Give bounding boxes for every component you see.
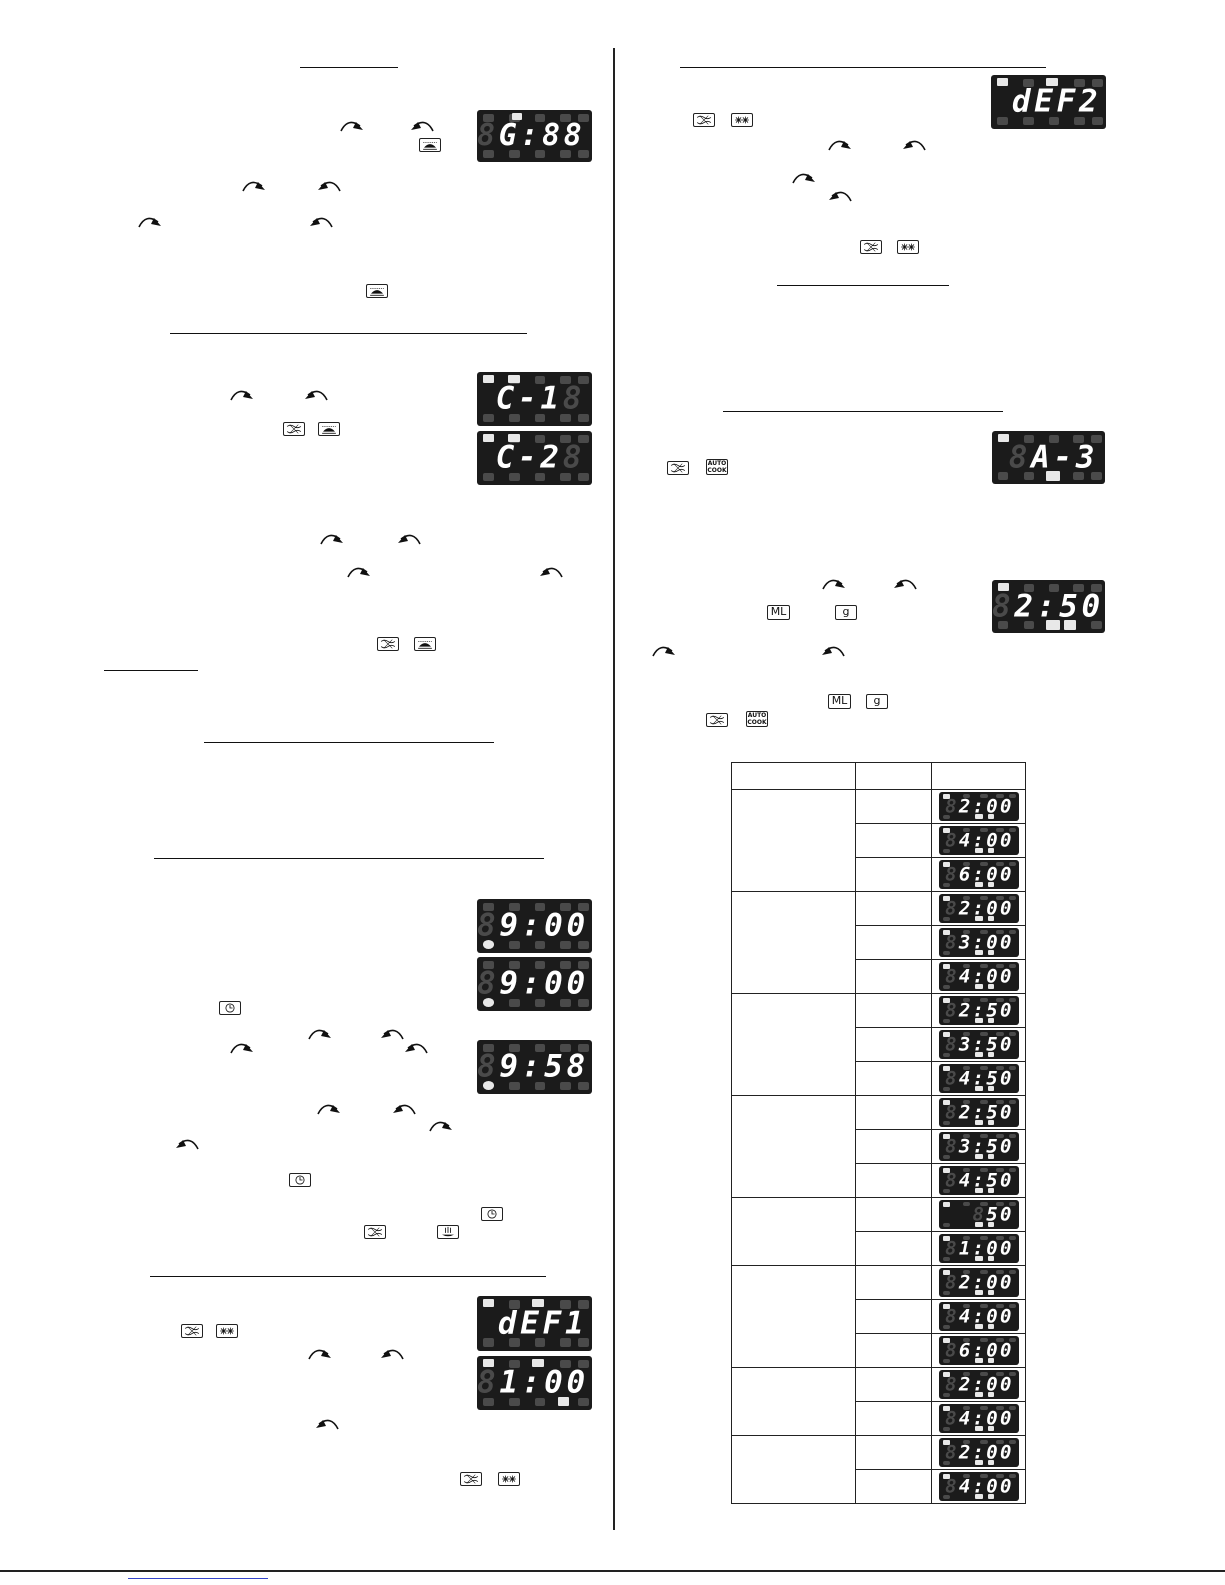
weight-cell — [856, 1232, 932, 1266]
rotate-left-icon — [537, 560, 565, 580]
rotate-left-icon — [408, 114, 436, 134]
display-value: 1:00 — [499, 1364, 589, 1401]
lcd-display: 89:58 — [477, 1040, 592, 1094]
mini-lcd-display: 84:00 — [939, 962, 1019, 991]
rotate-left-icon — [819, 639, 847, 659]
weight-cell — [856, 1062, 932, 1096]
display-value: C-2 — [495, 439, 563, 476]
heading-rule — [170, 333, 527, 334]
g-icon: g — [835, 605, 857, 620]
column-divider — [613, 48, 615, 1530]
table-row — [732, 1198, 1026, 1232]
display-cell — [932, 1470, 1026, 1504]
rotate-right-icon — [306, 1022, 334, 1042]
defrost-icon — [498, 1472, 520, 1486]
weight-cell — [856, 858, 932, 892]
display-cell — [932, 1198, 1026, 1232]
display-cell — [932, 1096, 1026, 1130]
display-value: 3:50 — [958, 1135, 1014, 1158]
mini-lcd-display: 84:00 — [939, 1302, 1019, 1331]
display-cell — [932, 1232, 1026, 1266]
display-cell — [932, 1300, 1026, 1334]
table-row — [732, 790, 1026, 824]
microwave-icon — [860, 240, 882, 254]
lcd-display — [477, 1296, 592, 1351]
weight-cell — [856, 790, 932, 824]
weight-cell — [856, 1368, 932, 1402]
rotate-left-icon — [315, 174, 343, 194]
food-category-cell — [732, 790, 856, 892]
weight-cell — [856, 1198, 932, 1232]
display-value: 1:00 — [958, 1237, 1014, 1260]
display-cell — [932, 1368, 1026, 1402]
table-row — [732, 892, 1026, 926]
ml-icon: ML — [828, 694, 851, 709]
mini-lcd-display: 82:50 — [939, 1098, 1019, 1127]
food-category-cell — [732, 1436, 856, 1504]
food-category-cell — [732, 994, 856, 1096]
auto-cook-icon: AUTO COOK — [747, 712, 767, 726]
mini-lcd-display: 850 — [939, 1200, 1019, 1229]
microwave-icon — [377, 637, 399, 651]
display-value: dEF2 — [1011, 83, 1102, 120]
display-value: dEF1 — [497, 1304, 588, 1341]
grill-icon — [318, 422, 340, 436]
rotate-left-icon — [307, 210, 335, 230]
rotate-left-icon — [390, 1097, 418, 1117]
rotate-left-icon — [313, 1412, 341, 1432]
display-value: 6:00 — [958, 863, 1014, 886]
display-value: 2:00 — [958, 1271, 1014, 1294]
display-cell — [932, 926, 1026, 960]
display-value: 2:00 — [958, 1441, 1014, 1464]
auto-cook-table — [731, 762, 1026, 1504]
weight-cell — [856, 926, 932, 960]
heading-rule — [204, 742, 494, 743]
heading-rule — [154, 858, 544, 859]
display-value: 4:00 — [958, 965, 1014, 988]
display-value: 4:00 — [958, 1407, 1014, 1430]
display-cell — [932, 790, 1026, 824]
rotate-left-icon — [173, 1132, 201, 1152]
rotate-right-icon — [136, 210, 164, 230]
display-cell — [932, 960, 1026, 994]
microwave-icon — [706, 713, 728, 727]
weight-cell — [856, 1130, 932, 1164]
mini-lcd-display: 82:00 — [939, 792, 1019, 821]
display-cell — [932, 1402, 1026, 1436]
lcd-display: 81:00 — [477, 1356, 592, 1410]
rotate-left-icon — [302, 383, 330, 403]
mini-lcd-display: 82:00 — [939, 1268, 1019, 1297]
steam-icon — [437, 1225, 459, 1239]
table-row — [732, 1096, 1026, 1130]
display-cell — [932, 1062, 1026, 1096]
display-value: 9:00 — [499, 965, 589, 1002]
weight-cell — [856, 994, 932, 1028]
mini-lcd-display: 84:00 — [939, 1472, 1019, 1501]
mini-lcd-display: 82:00 — [939, 894, 1019, 923]
weight-cell — [856, 1402, 932, 1436]
weight-cell — [856, 1096, 932, 1130]
rotate-right-icon — [820, 572, 848, 592]
display-value: A-3 — [1031, 438, 1099, 475]
display-cell — [932, 1164, 1026, 1198]
weight-cell — [856, 960, 932, 994]
ml-icon: ML — [767, 605, 790, 620]
heading-rule — [777, 285, 949, 286]
mini-lcd-display: 84:00 — [939, 1404, 1019, 1433]
rotate-right-icon — [315, 1097, 343, 1117]
weight-cell — [856, 892, 932, 926]
weight-cell — [856, 1470, 932, 1504]
display-value: 2:00 — [958, 1373, 1014, 1396]
lcd-display: 82:50 — [992, 580, 1105, 633]
mini-lcd-display: 82:00 — [939, 1438, 1019, 1467]
table-row — [732, 1368, 1026, 1402]
rotate-left-icon — [891, 572, 919, 592]
rotate-right-icon — [826, 133, 854, 153]
rotate-right-icon — [790, 166, 818, 186]
rotate-left-icon — [395, 527, 423, 547]
heading-rule — [150, 1276, 546, 1277]
mini-lcd-display: 86:00 — [939, 1336, 1019, 1365]
display-value: 2:00 — [958, 897, 1014, 920]
display-value: 2:50 — [958, 999, 1014, 1022]
grill-icon — [414, 637, 436, 651]
microwave-icon — [283, 422, 305, 436]
mini-lcd-display: 84:00 — [939, 826, 1019, 855]
heading-rule — [300, 67, 398, 68]
display-value: 9:00 — [499, 907, 589, 944]
rotate-left-icon — [378, 1342, 406, 1362]
weight-cell — [856, 1334, 932, 1368]
microwave-icon — [181, 1324, 203, 1338]
rotate-right-icon — [427, 1114, 455, 1134]
display-cell — [932, 892, 1026, 926]
food-category-cell — [732, 1198, 856, 1266]
rotate-right-icon — [228, 1036, 256, 1056]
display-cell — [932, 1436, 1026, 1470]
mini-lcd-display: 82:50 — [939, 996, 1019, 1025]
display-value: 2:50 — [958, 1101, 1014, 1124]
mini-lcd-display: 81:00 — [939, 1234, 1019, 1263]
display-value: 6:00 — [958, 1339, 1014, 1362]
weight-cell — [856, 1300, 932, 1334]
table-row — [732, 1436, 1026, 1470]
microwave-icon — [364, 1225, 386, 1239]
mini-lcd-display: 83:50 — [939, 1132, 1019, 1161]
food-category-cell — [732, 1368, 856, 1436]
display-cell — [932, 994, 1026, 1028]
heading-rule — [104, 670, 198, 671]
display-value: 9:58 — [499, 1048, 589, 1085]
mini-lcd-display: 84:50 — [939, 1064, 1019, 1093]
g-icon: g — [866, 694, 888, 709]
mini-lcd-display: 82:00 — [939, 1370, 1019, 1399]
weight-cell — [856, 1436, 932, 1470]
rotate-left-icon — [826, 184, 854, 204]
food-category-cell — [732, 1266, 856, 1368]
rotate-right-icon — [345, 560, 373, 580]
rotate-right-icon — [240, 174, 268, 194]
display-cell — [932, 824, 1026, 858]
lcd-display: 8G:88 — [477, 110, 592, 162]
display-value: 4:00 — [958, 1475, 1014, 1498]
rotate-right-icon — [228, 383, 256, 403]
lcd-display: C-18 — [477, 372, 592, 426]
defrost-icon — [731, 113, 753, 127]
rotate-right-icon — [650, 639, 678, 659]
grill-icon — [366, 284, 388, 298]
display-value: 3:00 — [958, 931, 1014, 954]
lcd-display: C-28 — [477, 431, 592, 485]
grill-icon — [419, 138, 441, 152]
lcd-display: 89:00 — [477, 957, 592, 1011]
lcd-display — [991, 75, 1106, 129]
clock-icon — [481, 1207, 503, 1221]
rotate-right-icon — [306, 1342, 334, 1362]
display-value: C-1 — [495, 380, 563, 417]
microwave-icon — [460, 1472, 482, 1486]
display-value: 2:00 — [958, 795, 1014, 818]
rotate-right-icon — [338, 114, 366, 134]
footer-link-underline — [128, 1578, 268, 1579]
display-value: 50 — [986, 1203, 1014, 1226]
weight-cell — [856, 1028, 932, 1062]
display-value: 2:50 — [1014, 587, 1104, 624]
display-value: 3:50 — [958, 1033, 1014, 1056]
clock-icon — [219, 1001, 241, 1015]
display-cell — [932, 1130, 1026, 1164]
display-value: G:88 — [498, 117, 586, 153]
footer-rule — [0, 1570, 1225, 1572]
display-cell — [932, 1266, 1026, 1300]
display-value: 4:00 — [958, 829, 1014, 852]
lcd-display: 8A-3 — [992, 431, 1105, 484]
food-category-cell — [732, 892, 856, 994]
rotate-left-icon — [402, 1036, 430, 1056]
heading-rule — [723, 411, 1003, 412]
table-row — [732, 1266, 1026, 1300]
microwave-icon — [667, 461, 689, 475]
display-value: 4:50 — [958, 1067, 1014, 1090]
mini-lcd-display: 84:50 — [939, 1166, 1019, 1195]
display-cell — [932, 1334, 1026, 1368]
defrost-icon — [216, 1324, 238, 1338]
display-cell — [932, 1028, 1026, 1062]
display-value: 4:50 — [958, 1169, 1014, 1192]
defrost-icon — [897, 240, 919, 254]
lcd-display: 89:00 — [477, 899, 592, 953]
table-header-row — [732, 763, 1026, 790]
auto-cook-icon: AUTO COOK — [707, 460, 727, 474]
weight-cell — [856, 824, 932, 858]
heading-rule — [680, 67, 1046, 68]
food-category-cell — [732, 1096, 856, 1198]
mini-lcd-display: 83:50 — [939, 1030, 1019, 1059]
microwave-icon — [693, 113, 715, 127]
display-cell — [932, 858, 1026, 892]
display-value: 4:00 — [958, 1305, 1014, 1328]
clock-icon — [289, 1173, 311, 1187]
weight-cell — [856, 1164, 932, 1198]
rotate-right-icon — [318, 527, 346, 547]
weight-cell — [856, 1266, 932, 1300]
mini-lcd-display: 86:00 — [939, 860, 1019, 889]
rotate-left-icon — [900, 133, 928, 153]
mini-lcd-display: 83:00 — [939, 928, 1019, 957]
table-row — [732, 994, 1026, 1028]
